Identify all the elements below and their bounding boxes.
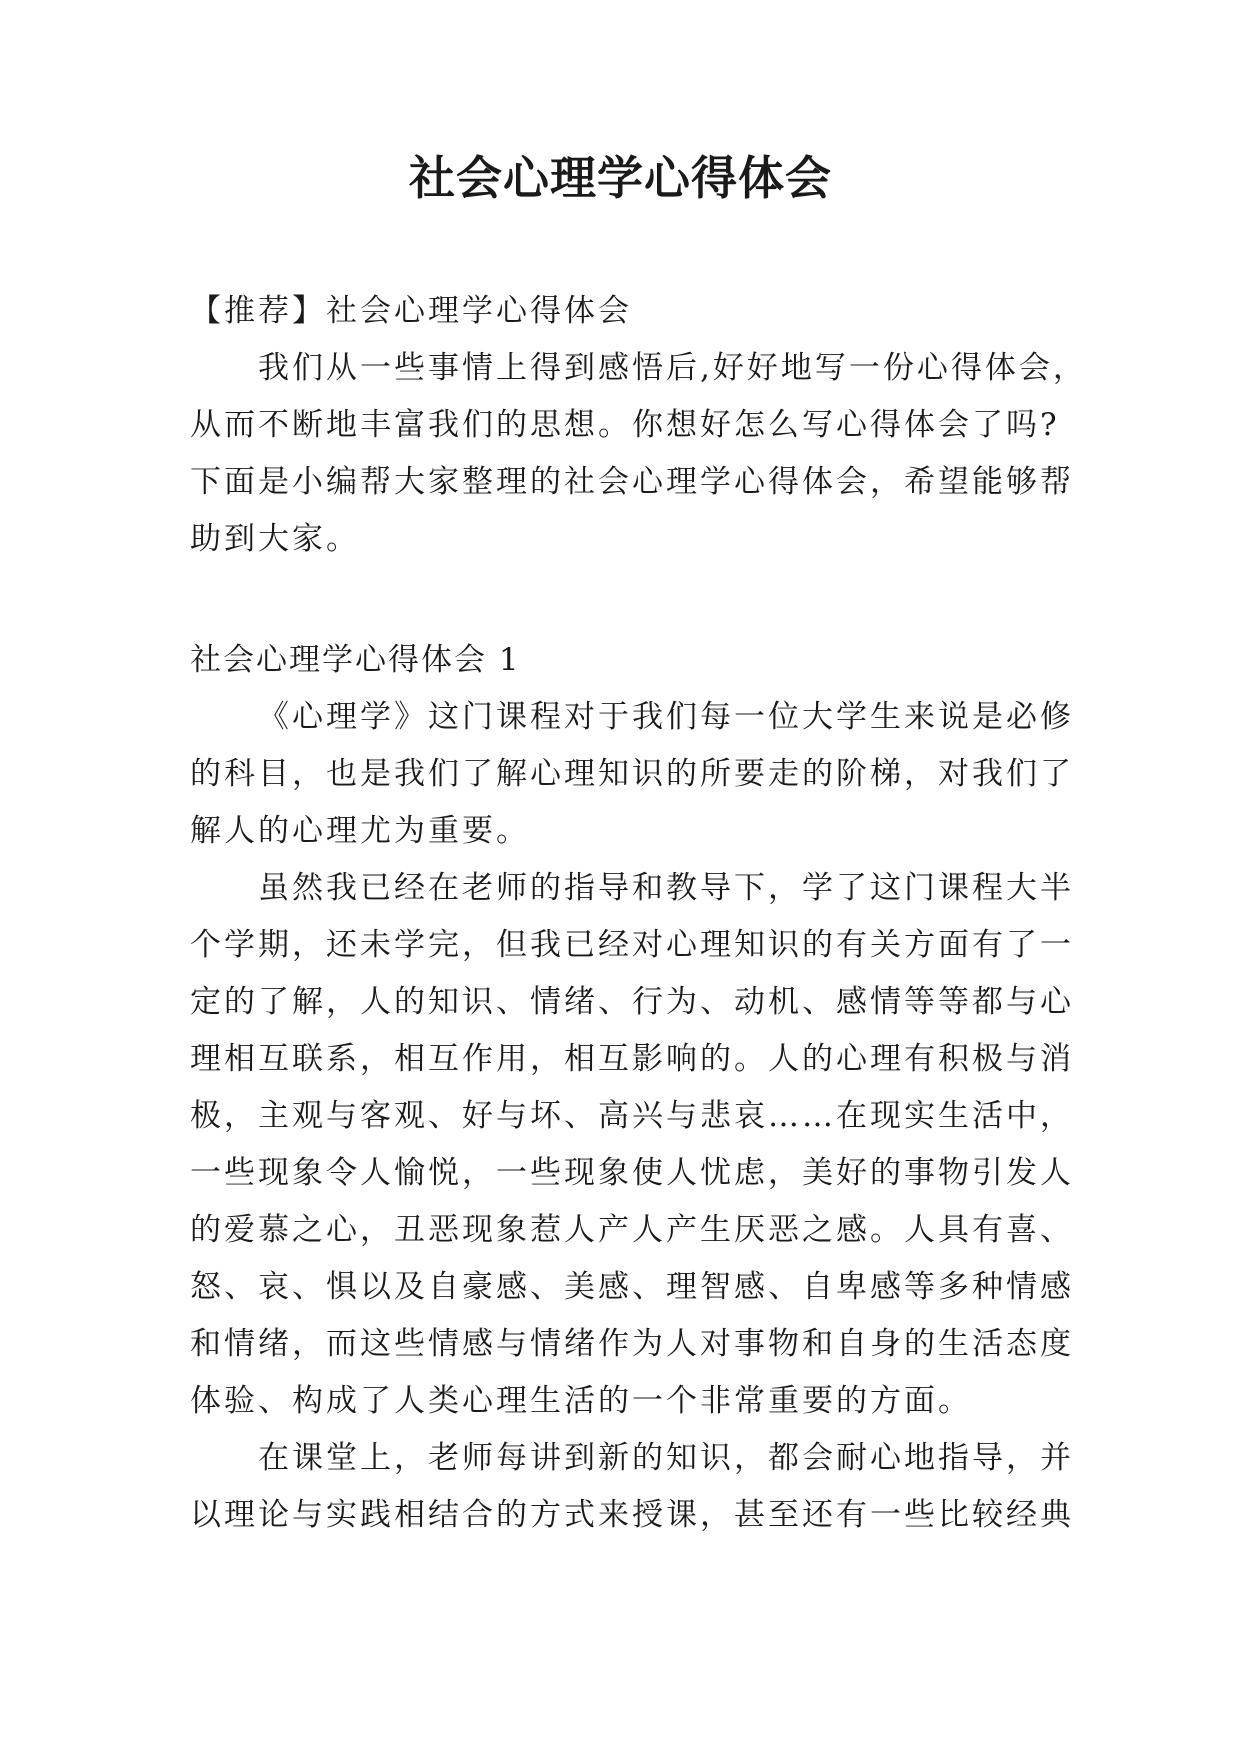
- paragraph-line: 一些现象令人愉悦，一些现象使人忧虑，美好的事物引发人: [190, 1155, 1074, 1191]
- document-title: 社会心理学心得体会: [409, 151, 832, 205]
- paragraph-line: 的爱慕之心，丑恶现象惹人产人产生厌恶之感。人具有喜、: [190, 1212, 1074, 1248]
- intro-tag-line: 【推荐】社会心理学心得体会: [190, 293, 632, 329]
- section1-paragraph-3: [190, 1430, 1074, 1544]
- paragraph-line: 的科目，也是我们了解心理知识的所要走的阶梯，对我们了: [190, 756, 1074, 792]
- paragraph-line: 理相互联系，相互作用，相互影响的。人的心理有积极与消: [190, 1041, 1074, 1077]
- paragraph-line: 和情绪，而这些情感与情绪作为人对事物和自身的生活态度: [190, 1326, 1074, 1362]
- section1-paragraph-1: [190, 689, 1074, 860]
- paragraph-line: 解人的心理尤为重要。: [190, 813, 530, 849]
- paragraph-line: 以理论与实践相结合的方式来授课，甚至还有一些比较经典: [190, 1497, 1074, 1533]
- paragraph-line: 虽然我已经在老师的指导和教导下，学了这门课程大半: [258, 870, 1074, 906]
- intro-paragraph: [190, 340, 1087, 568]
- paragraph-line: 《心理学》这门课程对于我们每一位大学生来说是必修: [258, 699, 1074, 735]
- intro-paragraph-line: 我们从一些事情上得到感悟后,好好地写一份心得体会，: [258, 350, 1087, 386]
- paragraph-line: 个学期，还未学完，但我已经对心理知识的有关方面有了一: [190, 927, 1074, 963]
- intro-paragraph-line: 助到大家。: [190, 521, 360, 557]
- paragraph-line: 定的了解，人的知识、情绪、行为、动机、感情等等都与心: [190, 984, 1074, 1020]
- section-heading: 社会心理学心得体会 1: [190, 642, 521, 678]
- paragraph-line: 在课堂上，老师每讲到新的知识，都会耐心地指导，并: [258, 1440, 1074, 1476]
- intro-paragraph-line: 从而不断地丰富我们的思想。你想好怎么写心得体会了吗?: [190, 407, 1060, 443]
- paragraph-line: 怒、哀、惧以及自豪感、美感、理智感、自卑感等多种情感: [190, 1269, 1074, 1305]
- document-body: [190, 283, 1087, 1544]
- section1-paragraph-2: [190, 860, 1074, 1430]
- intro-paragraph-line: 下面是小编帮大家整理的社会心理学心得体会，希望能够帮: [190, 464, 1074, 500]
- section-spacer: [190, 568, 1070, 632]
- paragraph-line: 体验、构成了人类心理生活的一个非常重要的方面。: [190, 1383, 972, 1419]
- paragraph-line: 极，主观与客观、好与坏、高兴与悲哀……在现实生活中，: [190, 1098, 1074, 1134]
